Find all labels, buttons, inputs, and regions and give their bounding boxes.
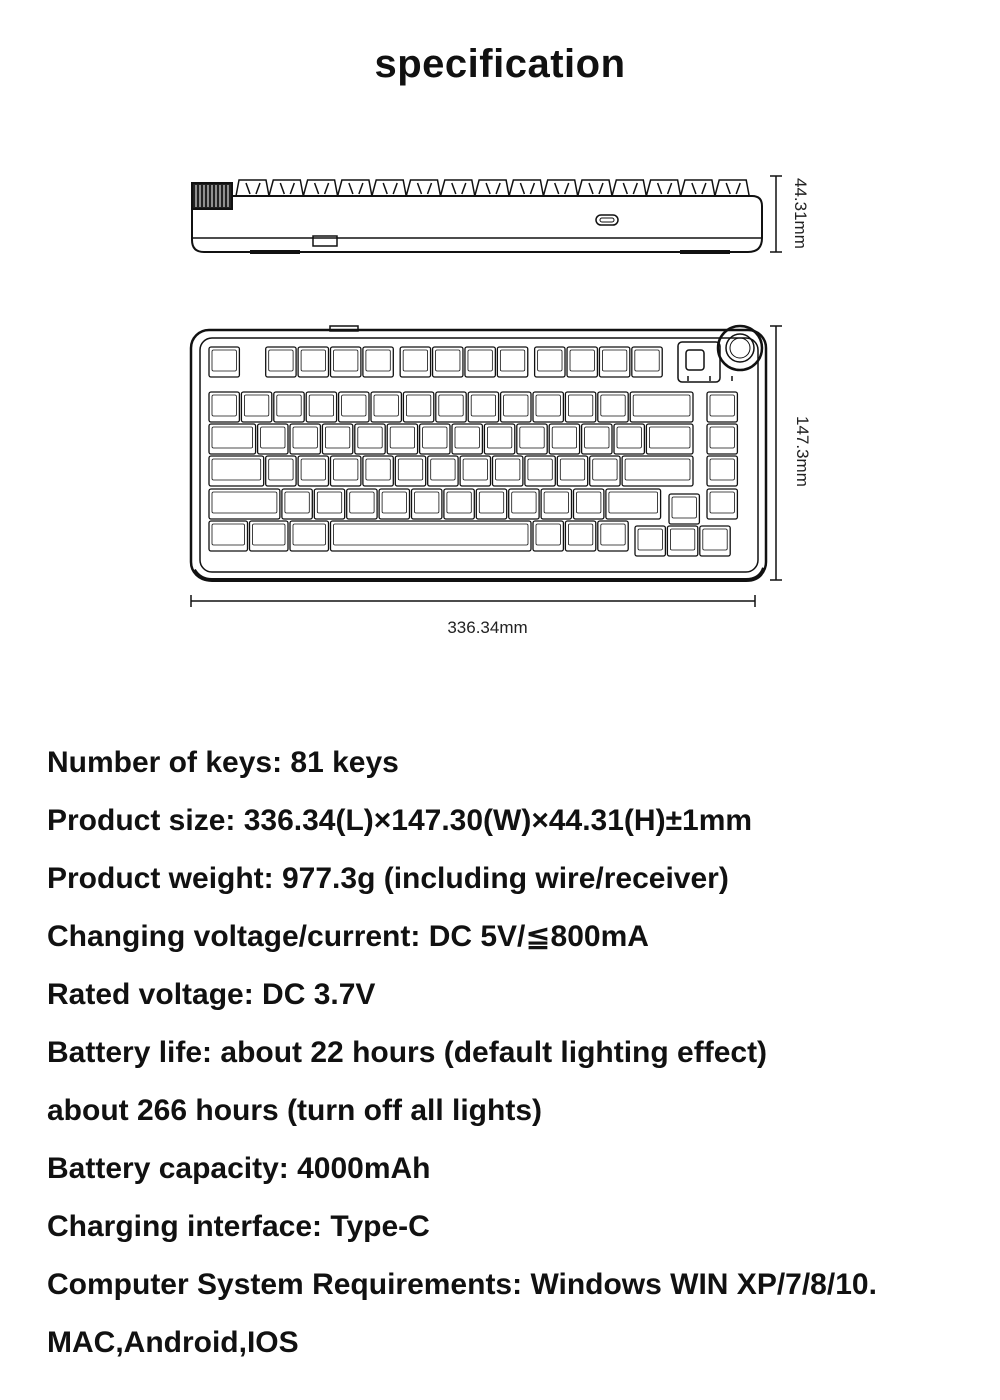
keycap-top: [390, 427, 414, 448]
keycap: [363, 347, 393, 377]
keycap: [599, 347, 629, 377]
spec-list: [47, 742, 987, 1380]
keycap-top: [366, 350, 390, 371]
keycap: [379, 489, 409, 519]
keycap-top: [536, 395, 560, 416]
keycap-top: [570, 350, 594, 371]
keycap-top: [350, 492, 374, 513]
keycap: [667, 526, 697, 556]
keycap: [209, 489, 280, 519]
keycap-top: [593, 459, 617, 480]
keycap: [476, 489, 506, 519]
keycap: [567, 347, 597, 377]
keycap-top: [406, 395, 430, 416]
keycap-top: [277, 395, 301, 416]
keycap-top: [617, 427, 641, 448]
keycap: [266, 347, 296, 377]
keycap-top: [528, 459, 552, 480]
keycap: [209, 521, 248, 551]
keycap-top: [317, 492, 341, 513]
spec-item: Battery life: about 22 hours (default lighting effect): [47, 1036, 768, 1069]
keycap-top: [212, 524, 245, 545]
keycap: [582, 424, 612, 454]
keycap-top: [439, 395, 463, 416]
keycap-top: [455, 427, 479, 448]
keycap: [387, 424, 417, 454]
keycap-top: [479, 492, 503, 513]
keycap-top: [423, 427, 447, 448]
keycap-top: [436, 350, 460, 371]
keycap: [460, 456, 490, 486]
keycap: [549, 424, 579, 454]
keycap-top: [212, 492, 277, 513]
keycap-top: [334, 524, 529, 545]
keycap-top: [334, 350, 358, 371]
keycap: [331, 347, 361, 377]
depth-label: 147.3mm: [793, 416, 812, 487]
keycap-top: [269, 350, 293, 371]
keycap-top: [638, 529, 662, 550]
keycap: [493, 456, 523, 486]
keycap: [557, 456, 587, 486]
keycap-top: [609, 492, 658, 513]
keycap: [274, 392, 304, 422]
keycap: [598, 521, 628, 551]
keycap: [707, 424, 737, 454]
keycap-top: [293, 427, 317, 448]
keycap-top: [538, 350, 562, 371]
keycap: [484, 424, 514, 454]
keycap-top: [366, 459, 390, 480]
spec-item: MAC,Android,IOS: [47, 1326, 299, 1359]
spec-item: Product size: 336.34(L)×147.30(W)×44.31(H)±1mm: [47, 804, 753, 837]
keycap-top: [374, 395, 398, 416]
keycap-top: [710, 395, 734, 416]
keycap-top: [649, 427, 690, 448]
keycap: [700, 526, 730, 556]
spec-item: Computer System Requirements: Windows WIN XP/7/8/10.: [47, 1268, 877, 1301]
keycap-top: [512, 492, 536, 513]
spec-item: Battery capacity: 4000mAh: [47, 1152, 431, 1185]
keycap: [707, 392, 737, 422]
keycap: [646, 424, 693, 454]
keycap: [501, 392, 531, 422]
keycap: [465, 347, 495, 377]
keycap-top: [358, 427, 382, 448]
keycap: [630, 392, 693, 422]
side-keycap-profile: [236, 180, 749, 196]
keycap: [258, 424, 288, 454]
keycap: [355, 424, 385, 454]
keycap-top: [325, 427, 349, 448]
keycap-top: [301, 350, 325, 371]
keycap: [541, 489, 571, 519]
keycap-top: [403, 350, 427, 371]
keycap: [669, 494, 699, 524]
keycap: [250, 521, 289, 551]
keycap-top: [601, 524, 625, 545]
keycap: [598, 392, 628, 422]
keycap-top: [431, 459, 455, 480]
keycap-top: [552, 427, 576, 448]
keycap-top: [342, 395, 366, 416]
spec-item: Changing voltage/current: DC 5V/≦800mA: [47, 920, 649, 953]
keycap: [339, 392, 369, 422]
keycap-top: [560, 459, 584, 480]
keycap: [347, 489, 377, 519]
keycap: [436, 392, 466, 422]
keycap-top: [568, 524, 592, 545]
keycap: [635, 526, 665, 556]
keycap: [403, 392, 433, 422]
keycap: [517, 424, 547, 454]
keyboard-top-view: [191, 326, 766, 580]
keycap-top: [703, 529, 727, 550]
keycap-top: [212, 427, 253, 448]
keycap-top: [602, 350, 626, 371]
keycap-top: [710, 492, 734, 513]
depth-dimension-line: [770, 326, 782, 580]
keycap-top: [544, 492, 568, 513]
keycap: [241, 392, 271, 422]
keycap-top: [625, 459, 690, 480]
keycap: [298, 456, 328, 486]
keycap: [433, 347, 463, 377]
keycap-top: [309, 395, 333, 416]
keycap-top: [710, 459, 734, 480]
keycap-top: [500, 350, 524, 371]
keycap: [322, 424, 352, 454]
keycap: [412, 489, 442, 519]
keycap-top: [334, 459, 358, 480]
keycap: [444, 489, 474, 519]
keycap-top: [635, 350, 659, 371]
keycap: [306, 392, 336, 422]
keycap-top: [415, 492, 439, 513]
keycap-top: [568, 395, 592, 416]
width-dimension-line: [191, 595, 755, 607]
keycap: [468, 392, 498, 422]
spec-item: about 266 hours (turn off all lights): [47, 1094, 542, 1127]
keycap: [533, 392, 563, 422]
keycap-top: [670, 529, 694, 550]
keycap-top: [261, 427, 285, 448]
keycap: [266, 456, 296, 486]
keycap-top: [468, 350, 492, 371]
keycap: [707, 456, 737, 486]
keyboard-side-view: [192, 183, 762, 252]
keycap: [363, 456, 393, 486]
keycap-top: [710, 427, 734, 448]
keycap: [452, 424, 482, 454]
keycap: [282, 489, 312, 519]
keycap: [209, 424, 256, 454]
keycap: [632, 347, 662, 377]
keycap: [535, 347, 565, 377]
keycap: [606, 489, 661, 519]
keycap-top: [577, 492, 601, 513]
keycap-top: [253, 524, 286, 545]
keycap: [209, 456, 264, 486]
keycap-top: [463, 459, 487, 480]
keycap: [574, 489, 604, 519]
keycap: [565, 392, 595, 422]
keycap-top: [293, 524, 326, 545]
keycap: [371, 392, 401, 422]
keycap-top: [487, 427, 511, 448]
keycap-top: [601, 395, 625, 416]
keycap: [533, 521, 563, 551]
keycap: [290, 424, 320, 454]
keycap-top: [212, 395, 236, 416]
keycap-top: [471, 395, 495, 416]
page-title: specification: [374, 42, 626, 86]
keycap-top: [536, 524, 560, 545]
keycap: [590, 456, 620, 486]
keycap: [298, 347, 328, 377]
spec-item: Rated voltage: DC 3.7V: [47, 978, 376, 1011]
spec-item: Charging interface: Type-C: [47, 1210, 430, 1243]
keycap-top: [212, 350, 236, 371]
keycap: [395, 456, 425, 486]
keycap: [420, 424, 450, 454]
keycap: [331, 521, 532, 551]
keycap: [707, 489, 737, 519]
keycap: [428, 456, 458, 486]
keycap-top: [301, 459, 325, 480]
keycap-top: [585, 427, 609, 448]
width-label: 336.34mm: [447, 618, 528, 637]
keycap: [209, 347, 239, 377]
keycap-top: [244, 395, 268, 416]
height-label: 44.31mm: [791, 178, 810, 249]
keycap: [497, 347, 527, 377]
keycap: [614, 424, 644, 454]
keycap: [314, 489, 344, 519]
keycap-top: [285, 492, 309, 513]
keycap-top: [447, 492, 471, 513]
spec-item: Number of keys: 81 keys: [47, 746, 399, 779]
keycap: [622, 456, 693, 486]
keycap: [209, 392, 239, 422]
keycap: [565, 521, 595, 551]
keycap-top: [212, 459, 261, 480]
keycap-top: [504, 395, 528, 416]
keycap-top: [269, 459, 293, 480]
keycap-top: [382, 492, 406, 513]
keycap: [509, 489, 539, 519]
height-dimension-line: [770, 176, 782, 252]
keycap: [525, 456, 555, 486]
keycap: [331, 456, 361, 486]
keycap-top: [633, 395, 690, 416]
keycap-top: [672, 497, 696, 518]
keycap-grid: [209, 347, 737, 556]
keycap-top: [520, 427, 544, 448]
keycap-top: [496, 459, 520, 480]
keycap: [290, 521, 329, 551]
keycap-top: [398, 459, 422, 480]
spec-item: Product weight: 977.3g (including wire/receiver): [47, 862, 729, 895]
keycap: [400, 347, 430, 377]
